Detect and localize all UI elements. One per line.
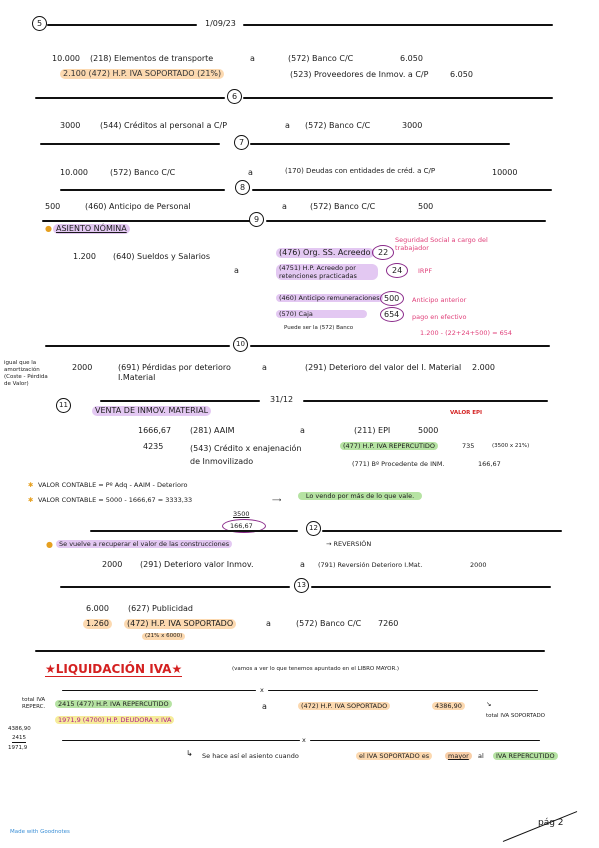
debit-account: (281) AAIM: [190, 426, 235, 435]
star-icon: ★: [45, 662, 56, 676]
debit-amount: 10.000: [52, 54, 80, 63]
credit-amount: 24: [392, 266, 403, 275]
annotation: Anticipo anterior: [412, 296, 467, 304]
annotation: → REVERSIÓN: [326, 540, 372, 548]
debit-amount: 2000: [72, 363, 93, 372]
amount-circle: [386, 263, 408, 278]
bullet: ✱: [28, 496, 34, 504]
credit-amount: 166,67: [478, 460, 501, 468]
annotation: Seguridad Social a cargo del trabajador: [395, 236, 488, 252]
x-mark: x: [302, 736, 306, 744]
page-corner-line: [503, 811, 578, 842]
divider: [243, 97, 553, 99]
credit-amount: 7260: [378, 619, 399, 628]
credit-amount: 735: [462, 442, 475, 450]
connector-a: a: [248, 168, 253, 177]
credit-account: (572) Banco C/C: [296, 619, 362, 628]
connector-a: a: [285, 121, 290, 130]
divider: [268, 690, 538, 691]
credit-amount: 500: [418, 202, 434, 211]
debit-amount: 6.000: [86, 604, 109, 613]
credit-amount: 4386,90: [432, 702, 465, 710]
side-label: total IVA REPERC.: [22, 697, 46, 710]
connector-a: a: [234, 266, 239, 275]
calculation: (3500 x 21%): [492, 443, 530, 449]
credit-line: (472) H.P. IVA SOPORTADO: [298, 702, 390, 710]
sale-price: 3500: [233, 510, 250, 518]
subnote: Puede ser la (572) Banco: [284, 325, 354, 331]
divider: [35, 650, 545, 652]
connector-a: a: [300, 560, 305, 569]
calculation: (21% x 6000): [142, 633, 185, 640]
credit-amount: 2000: [470, 561, 487, 569]
entry-number-9: 9: [249, 212, 264, 227]
credit-account: (460) Anticipo remuneraciones: [276, 294, 383, 302]
debit-account: (460) Anticipo de Personal: [85, 202, 191, 211]
credit-account: (4751) H.P. Acreedo por retenciones practicadas: [276, 264, 378, 280]
connector-a: a: [282, 202, 287, 211]
credit-account: (572) Banco C/C: [305, 121, 371, 130]
side-note: igual que la amortización (Coste - Pérdida de Valor): [4, 360, 48, 387]
divider: [90, 530, 298, 532]
debit-amount: 10.000: [60, 168, 88, 177]
amount-circle: [380, 307, 404, 322]
x-mark: x: [260, 686, 264, 694]
credit-account: (477) H.P. IVA REPERCUTIDO: [340, 442, 438, 450]
credit-account: (791) Reversión Deterioro I.Mat.: [318, 561, 423, 569]
note-text: IVA REPERCUTIDO: [493, 752, 558, 760]
debit-amount: 1.200: [73, 252, 96, 261]
divider: [250, 143, 510, 145]
subtitle: (vamos a ver lo que tenemos apuntado en el LIBRO MAYOR.): [232, 666, 399, 672]
divider: [62, 690, 256, 691]
credit-account: (771) Bº Procedente de INM.: [352, 460, 445, 468]
amount-circle: [380, 291, 404, 306]
divider: [303, 400, 548, 402]
credit-amount: 6.050: [450, 70, 473, 79]
connector-a: a: [300, 426, 305, 435]
bullet: ✱: [28, 481, 34, 489]
divider: [100, 400, 260, 402]
divider: [42, 220, 252, 222]
debit-line: 2415 (477) H.P. IVA REPERCUTIDO: [55, 700, 172, 708]
divider: [47, 24, 197, 26]
debit-account: (627) Publicidad: [128, 604, 194, 613]
section-heading: VENTA DE INMOV. MATERIAL: [92, 406, 211, 416]
entry-date: 1/09/23: [205, 19, 236, 28]
entry-number-6: 6: [227, 89, 242, 104]
credit-account: (211) EPI: [354, 426, 391, 435]
entry-number-8: 8: [235, 180, 250, 195]
liquidacion-title: LIQUIDACIÓN IVA: [55, 662, 172, 676]
arrow: ⟶: [272, 496, 282, 504]
iva-soportado-line: 2.100 (472) H.P. IVA SOPORTADO (21%): [60, 69, 224, 79]
divider: [62, 740, 300, 741]
debit-account: (543) Crédito x enajenación de Inmovilizado: [190, 444, 302, 466]
credit-amount: 5000: [418, 426, 439, 435]
debit-amount: 3000: [60, 121, 81, 130]
credit-amount: 6.050: [400, 54, 423, 63]
credit-amount: 2.000: [472, 363, 495, 372]
debit-account: (218) Elementos de transporte: [90, 54, 214, 63]
entry-number-10: 10: [233, 337, 248, 352]
debit-account: (472) H.P. IVA SOPORTADO: [124, 619, 236, 629]
section-heading: Se vuelve a recuperar el valor de las construcciones: [56, 540, 232, 548]
amount-circle: [372, 245, 394, 260]
credit-account: (572) Banco C/C: [288, 54, 354, 63]
connector-a: a: [250, 54, 255, 63]
formula: VALOR CONTABLE = Pº Adq - AAIM - Deterioro: [38, 481, 188, 489]
annotation: pago en efectivo: [412, 313, 467, 321]
note-text: Se hace así el asiento cuando: [202, 752, 299, 760]
section-heading: ASIENTO NÓMINA: [53, 224, 130, 234]
credit-account: (170) Deudas con entidades de créd. a C/P: [285, 167, 436, 175]
difference: 166,67: [230, 522, 253, 530]
entry-number-13: 13: [294, 578, 309, 593]
note-text: al: [478, 752, 484, 760]
entry-date: 31/12: [270, 395, 294, 404]
annotation: VALOR EPI: [450, 410, 483, 416]
credit-account: (572) Banco C/C: [310, 202, 376, 211]
divider: [311, 586, 551, 588]
credit-amount: 10000: [492, 168, 518, 177]
bullet: ●: [46, 540, 53, 549]
section-bullet: ●: [45, 224, 52, 233]
connector-a: a: [262, 702, 267, 711]
divider: [310, 740, 540, 741]
credit-account: (570) Caja: [276, 310, 367, 318]
star-icon: ★: [171, 662, 183, 676]
debit-account: (691) Pérdidas por deterioro I.Material: [118, 363, 231, 382]
note-text: mayor: [445, 752, 472, 760]
divider: [60, 586, 290, 588]
side-label: total IVA SOPORTADO: [486, 713, 546, 719]
connector-a: a: [262, 363, 267, 372]
credit-amount: 500: [384, 294, 400, 303]
divider: [45, 345, 230, 347]
divider: [243, 24, 553, 26]
entry-number-5: 5: [32, 16, 47, 31]
page-number: pág 2: [538, 818, 564, 828]
debit-amount: 4235: [143, 442, 164, 451]
entry-number-7: 7: [234, 135, 249, 150]
goodnotes-badge: Made with Goodnotes: [10, 829, 70, 835]
annotation: Lo vendo por más de lo que vale.: [298, 492, 422, 500]
title-box: [45, 662, 182, 677]
calculation: 1.200 - (22+24+500) = 654: [420, 329, 512, 337]
credit-amount: 22: [378, 248, 389, 257]
credit-account: (523) Proveedores de Inmov. a C/P: [290, 70, 429, 79]
note-text: el IVA SOPORTADO es: [356, 752, 432, 760]
debit-account: (640) Sueldos y Salarios: [113, 252, 210, 261]
debit-amount: 1.260: [83, 619, 112, 629]
formula: VALOR CONTABLE = 5000 - 1666,67 = 3333,33: [38, 496, 193, 504]
debit-account: (572) Banco C/C: [110, 168, 176, 177]
calc-line: 2415: [12, 735, 26, 741]
divider: [322, 530, 562, 532]
debit-amount: 2000: [102, 560, 123, 569]
debit-account: (291) Deterioro valor Inmov.: [140, 560, 254, 569]
debit-account: (544) Créditos al personal a C/P: [100, 121, 228, 130]
debit-line: 1971,9 (4700) H.P. DEUDORA x IVA: [55, 716, 174, 724]
credit-account: (476) Org. SS. Acreedo: [276, 248, 374, 258]
entry-number-11: 11: [56, 398, 71, 413]
divider: [35, 97, 225, 99]
arrow-icon: ↳: [186, 749, 193, 758]
divider: [60, 189, 225, 191]
connector-a: a: [266, 619, 271, 628]
entry-number-12: 12: [306, 521, 321, 536]
divider: [252, 189, 552, 191]
divider: [250, 345, 550, 347]
annotation: IRPF: [418, 267, 433, 275]
divider: [266, 220, 546, 222]
calc-line: 4386,90: [8, 726, 31, 732]
credit-account: (291) Deterioro del valor del I. Material: [305, 363, 462, 372]
debit-amount: 1666,67: [138, 426, 172, 435]
credit-amount: 654: [384, 310, 400, 319]
calc-line: 1971,9: [8, 745, 28, 751]
divider: [40, 143, 220, 145]
debit-amount: 500: [45, 202, 61, 211]
credit-amount: 3000: [402, 121, 423, 130]
arrow: ↘: [486, 700, 492, 708]
